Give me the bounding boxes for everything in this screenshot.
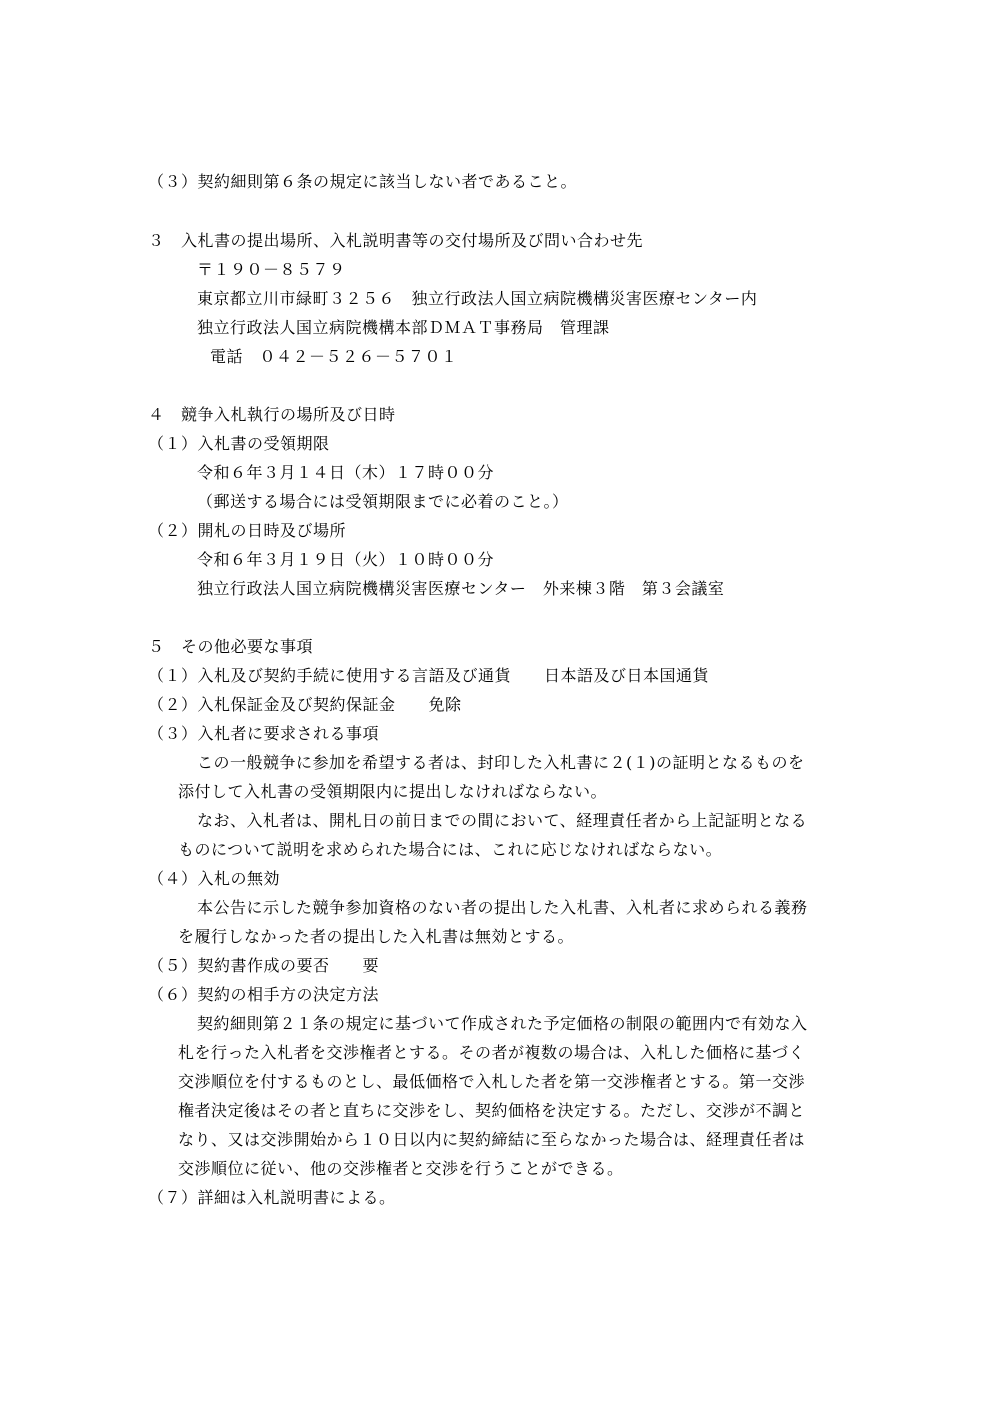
postal-code: 〒１９０－８５７９ xyxy=(197,260,346,279)
item-5-3: （３）入札者に要求される事項 xyxy=(148,724,380,743)
department: 独立行政法人国立病院機構本部ＤＭＡＴ事務局 管理課 xyxy=(197,318,610,337)
item-4-1: （１）入札書の受領期限 xyxy=(148,434,330,453)
item-5-1: （１）入札及び契約手続に使用する言語及び通貨 日本語及び日本国通貨 xyxy=(148,666,710,685)
paragraph-line: 権者決定後はその者と直ちに交渉をし、契約価格を決定する。ただし、交渉が不調と xyxy=(178,1101,806,1120)
paragraph-line: なり、又は交渉開始から１０日以内に契約締結に至らなかった場合は、経理責任者は xyxy=(178,1130,806,1149)
section-4-heading: ４ 競争入札執行の場所及び日時 xyxy=(148,405,396,424)
paragraph-line: 交渉順位を付するものとし、最低価格で入札した者を第一交渉権者とする。第一交渉 xyxy=(178,1072,806,1091)
item-3-3: （３）契約細則第６条の規定に該当しない者であること。 xyxy=(148,172,578,191)
paragraph-line: この一般競争に参加を希望する者は、封印した入札書に２(１)の証明となるものを xyxy=(197,753,805,772)
item-4-2: （２）開札の日時及び場所 xyxy=(148,521,347,540)
paragraph-line: 交渉順位に従い、他の交渉権者と交渉を行うことができる。 xyxy=(178,1159,624,1178)
paragraph-line: 札を行った入札者を交渉権者とする。その者が複数の場合は、入札した価格に基づく xyxy=(178,1043,806,1062)
deadline-datetime: 令和６年３月１４日（木）１７時００分 xyxy=(197,463,495,482)
item-5-6: （６）契約の相手方の決定方法 xyxy=(148,985,380,1004)
paragraph-line: ものについて説明を求められた場合には、これに応じなければならない。 xyxy=(178,840,723,859)
mail-note: （郵送する場合には受領期限までに必着のこと。） xyxy=(197,492,569,511)
paragraph-line: なお、入札者は、開札日の前日までの間において、経理責任者から上記証明となる xyxy=(197,811,808,830)
item-5-2: （２）入札保証金及び契約保証金 免除 xyxy=(148,695,462,714)
paragraph-line: 契約細則第２１条の規定に基づいて作成された予定価格の制限の範囲内で有効な入 xyxy=(197,1014,808,1033)
section-5-heading: ５ その他必要な事項 xyxy=(148,637,314,656)
paragraph-line: 添付して入札書の受領期限内に提出しなければならない。 xyxy=(178,782,608,801)
section-3-heading: ３ 入札書の提出場所、入札説明書等の交付場所及び問い合わせ先 xyxy=(148,231,644,250)
opening-place: 独立行政法人国立病院機構災害医療センター 外来棟３階 第３会議室 xyxy=(197,579,725,598)
opening-datetime: 令和６年３月１９日（火）１０時００分 xyxy=(197,550,495,569)
item-5-5: （５）契約書作成の要否 要 xyxy=(148,956,380,975)
phone: 電話 ０４２－５２６－５７０１ xyxy=(210,347,458,366)
paragraph-line: 本公告に示した競争参加資格のない者の提出した入札書、入札者に求められる義務 xyxy=(197,898,808,917)
address: 東京都立川市緑町３２５６ 独立行政法人国立病院機構災害医療センター内 xyxy=(197,289,758,308)
paragraph-line: を履行しなかった者の提出した入札書は無効とする。 xyxy=(178,927,575,946)
item-5-7: （７）詳細は入札説明書による。 xyxy=(148,1188,396,1207)
item-5-4: （４）入札の無効 xyxy=(148,869,281,888)
